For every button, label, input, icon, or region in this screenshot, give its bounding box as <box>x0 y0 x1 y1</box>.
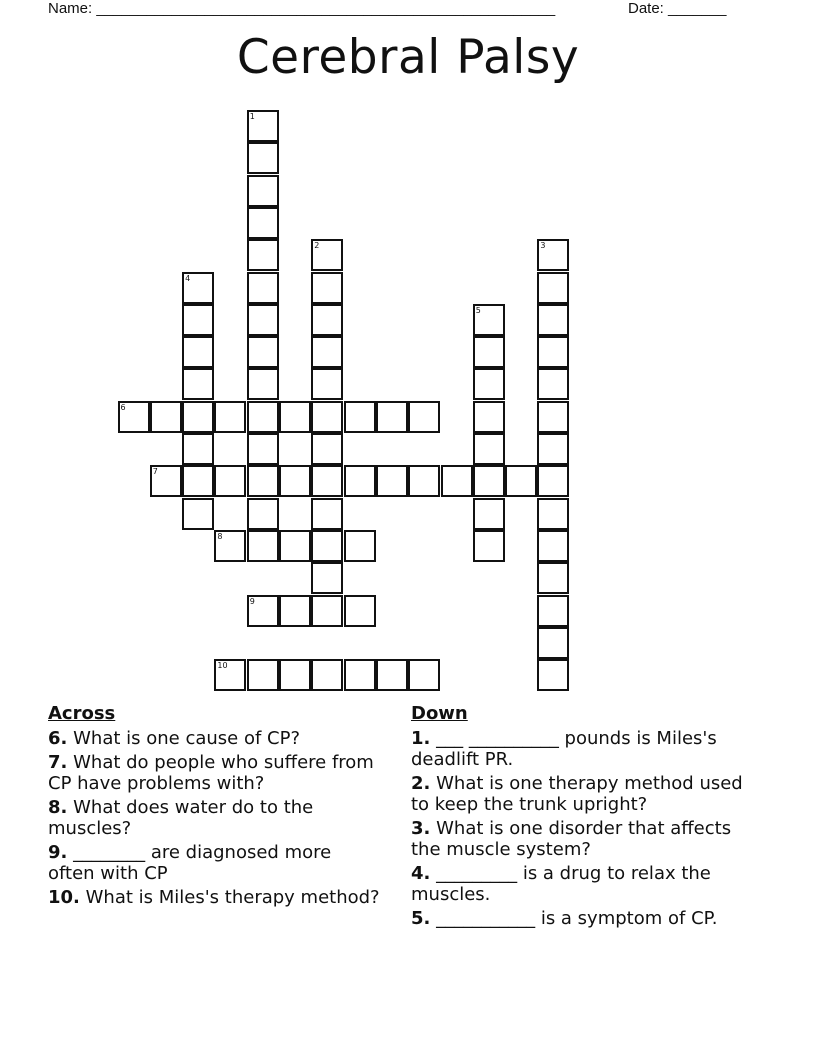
grid-cell[interactable] <box>537 595 569 627</box>
grid-cell[interactable] <box>247 110 279 142</box>
cell-number: 9 <box>249 596 255 606</box>
grid-cell[interactable] <box>537 368 569 400</box>
grid-cell[interactable] <box>182 433 214 465</box>
grid-cell[interactable] <box>537 401 569 433</box>
grid-cell[interactable] <box>247 465 279 497</box>
grid-cell[interactable] <box>247 368 279 400</box>
grid-cell[interactable] <box>214 530 246 562</box>
grid-cell[interactable] <box>376 659 408 691</box>
grid-cell[interactable] <box>247 207 279 239</box>
grid-cell[interactable] <box>182 401 214 433</box>
grid-cell[interactable] <box>537 433 569 465</box>
grid-cell[interactable] <box>344 465 376 497</box>
grid-cell[interactable] <box>311 465 343 497</box>
name-field-label[interactable]: Name: _______________________________________________________ <box>48 0 556 17</box>
grid-cell[interactable] <box>182 336 214 368</box>
grid-cell[interactable] <box>537 498 569 530</box>
grid-cell[interactable] <box>408 659 440 691</box>
clue-number: 6. <box>48 728 68 749</box>
grid-cell[interactable] <box>537 562 569 594</box>
clue-text: ___ __________ pounds is Miles's deadlift PR. <box>411 728 717 770</box>
clue-down-2 <box>411 773 751 815</box>
down-heading: Down <box>411 703 468 724</box>
clue-across-9 <box>48 842 383 884</box>
grid-cell[interactable] <box>214 659 246 691</box>
grid-cell[interactable] <box>537 272 569 304</box>
clue-down-5 <box>411 908 751 929</box>
down-clues <box>411 703 751 932</box>
clue-across-10 <box>48 887 383 908</box>
date-field-label[interactable]: Date: _______ <box>628 0 727 17</box>
grid-cell[interactable] <box>537 627 569 659</box>
grid-cell[interactable] <box>473 304 505 336</box>
clue-number: 5. <box>411 908 431 929</box>
grid-cell[interactable] <box>311 595 343 627</box>
grid-cell[interactable] <box>537 336 569 368</box>
grid-cell[interactable] <box>537 239 569 271</box>
grid-cell[interactable] <box>473 336 505 368</box>
grid-cell[interactable] <box>473 401 505 433</box>
grid-cell[interactable] <box>344 401 376 433</box>
clue-number: 10. <box>48 887 80 908</box>
clue-text: What is Miles's therapy method? <box>85 887 380 908</box>
grid-cell[interactable] <box>473 433 505 465</box>
grid-cell[interactable] <box>247 304 279 336</box>
grid-cell[interactable] <box>279 659 311 691</box>
grid-cell[interactable] <box>247 595 279 627</box>
clue-number: 3. <box>411 818 431 839</box>
grid-cell[interactable] <box>247 401 279 433</box>
clue-number: 4. <box>411 863 431 884</box>
grid-cell[interactable] <box>182 498 214 530</box>
grid-cell[interactable] <box>344 595 376 627</box>
grid-cell[interactable] <box>247 272 279 304</box>
grid-cell[interactable] <box>311 433 343 465</box>
grid-cell[interactable] <box>441 465 473 497</box>
clue-across-7 <box>48 752 383 794</box>
cell-number: 6 <box>120 402 126 412</box>
grid-cell[interactable] <box>311 336 343 368</box>
page-title: Cerebral Palsy <box>236 30 580 85</box>
clue-across-8 <box>48 797 383 839</box>
clue-text: ________ are diagnosed more often with CP <box>48 842 332 884</box>
clue-text: What does water do to the muscles? <box>48 797 314 839</box>
grid-cell[interactable] <box>279 530 311 562</box>
clue-number: 9. <box>48 842 68 863</box>
clue-down-3 <box>411 818 751 860</box>
clue-number: 8. <box>48 797 68 818</box>
grid-cell[interactable] <box>537 530 569 562</box>
clue-across-6 <box>48 728 383 749</box>
grid-cell[interactable] <box>311 272 343 304</box>
cell-number: 1 <box>249 112 255 121</box>
grid-cell[interactable] <box>214 465 246 497</box>
grid-cell[interactable] <box>247 142 279 174</box>
grid-cell[interactable] <box>247 530 279 562</box>
grid-cell[interactable] <box>311 304 343 336</box>
clue-number: 2. <box>411 773 431 794</box>
grid-cell[interactable] <box>182 272 214 304</box>
grid-cell[interactable] <box>247 175 279 207</box>
grid-cell[interactable] <box>247 336 279 368</box>
cell-number: 2 <box>314 241 320 251</box>
grid-cell[interactable] <box>247 659 279 691</box>
grid-cell[interactable] <box>311 368 343 400</box>
grid-cell[interactable] <box>279 465 311 497</box>
grid-cell[interactable] <box>376 401 408 433</box>
clue-number: 7. <box>48 752 68 773</box>
clue-text: What is one therapy method used to keep the trunk upright? <box>411 773 743 815</box>
grid-cell[interactable] <box>247 498 279 530</box>
cell-number: 10 <box>217 661 228 671</box>
grid-cell[interactable] <box>408 465 440 497</box>
grid-cell[interactable] <box>247 239 279 271</box>
clue-text: What is one cause of CP? <box>73 728 300 749</box>
clue-text: _________ is a drug to relax the muscles. <box>411 863 711 905</box>
grid-cell[interactable] <box>311 498 343 530</box>
grid-cell[interactable] <box>247 433 279 465</box>
grid-cell[interactable] <box>279 401 311 433</box>
grid-cell[interactable] <box>473 530 505 562</box>
clue-down-4 <box>411 863 751 905</box>
grid-cell[interactable] <box>150 401 182 433</box>
cell-number: 4 <box>185 273 191 283</box>
grid-cell[interactable] <box>473 368 505 400</box>
clue-text: What do people who suffere from CP have problems with? <box>48 752 374 794</box>
across-heading: Across <box>48 703 116 724</box>
grid-cell[interactable] <box>311 401 343 433</box>
grid-cell[interactable] <box>344 659 376 691</box>
grid-cell[interactable] <box>505 465 537 497</box>
grid-cell[interactable] <box>537 659 569 691</box>
grid-cell[interactable] <box>344 530 376 562</box>
cell-number: 5 <box>475 305 481 315</box>
grid-cell[interactable] <box>182 304 214 336</box>
grid-cell[interactable] <box>150 465 182 497</box>
grid-cell[interactable] <box>311 659 343 691</box>
grid-cell[interactable] <box>311 562 343 594</box>
grid-cell[interactable] <box>473 465 505 497</box>
grid-cell[interactable] <box>537 465 569 497</box>
clue-text: ___________ is a symptom of CP. <box>436 908 718 929</box>
clue-number: 1. <box>411 728 431 749</box>
clue-down-1 <box>411 728 751 770</box>
grid-cell[interactable] <box>473 498 505 530</box>
grid-cell[interactable] <box>182 465 214 497</box>
clue-text: What is one disorder that affects the muscle system? <box>411 818 732 860</box>
grid-cell[interactable] <box>376 465 408 497</box>
cell-number: 7 <box>152 467 158 477</box>
cell-number: 3 <box>540 241 546 251</box>
grid-cell[interactable] <box>311 239 343 271</box>
grid-cell[interactable] <box>311 530 343 562</box>
cell-number: 8 <box>217 531 223 541</box>
grid-cell[interactable] <box>214 401 246 433</box>
across-clues <box>48 703 383 911</box>
grid-cell[interactable] <box>537 304 569 336</box>
grid-cell[interactable] <box>408 401 440 433</box>
grid-cell[interactable] <box>182 368 214 400</box>
grid-cell[interactable] <box>118 401 150 433</box>
grid-cell[interactable] <box>279 595 311 627</box>
